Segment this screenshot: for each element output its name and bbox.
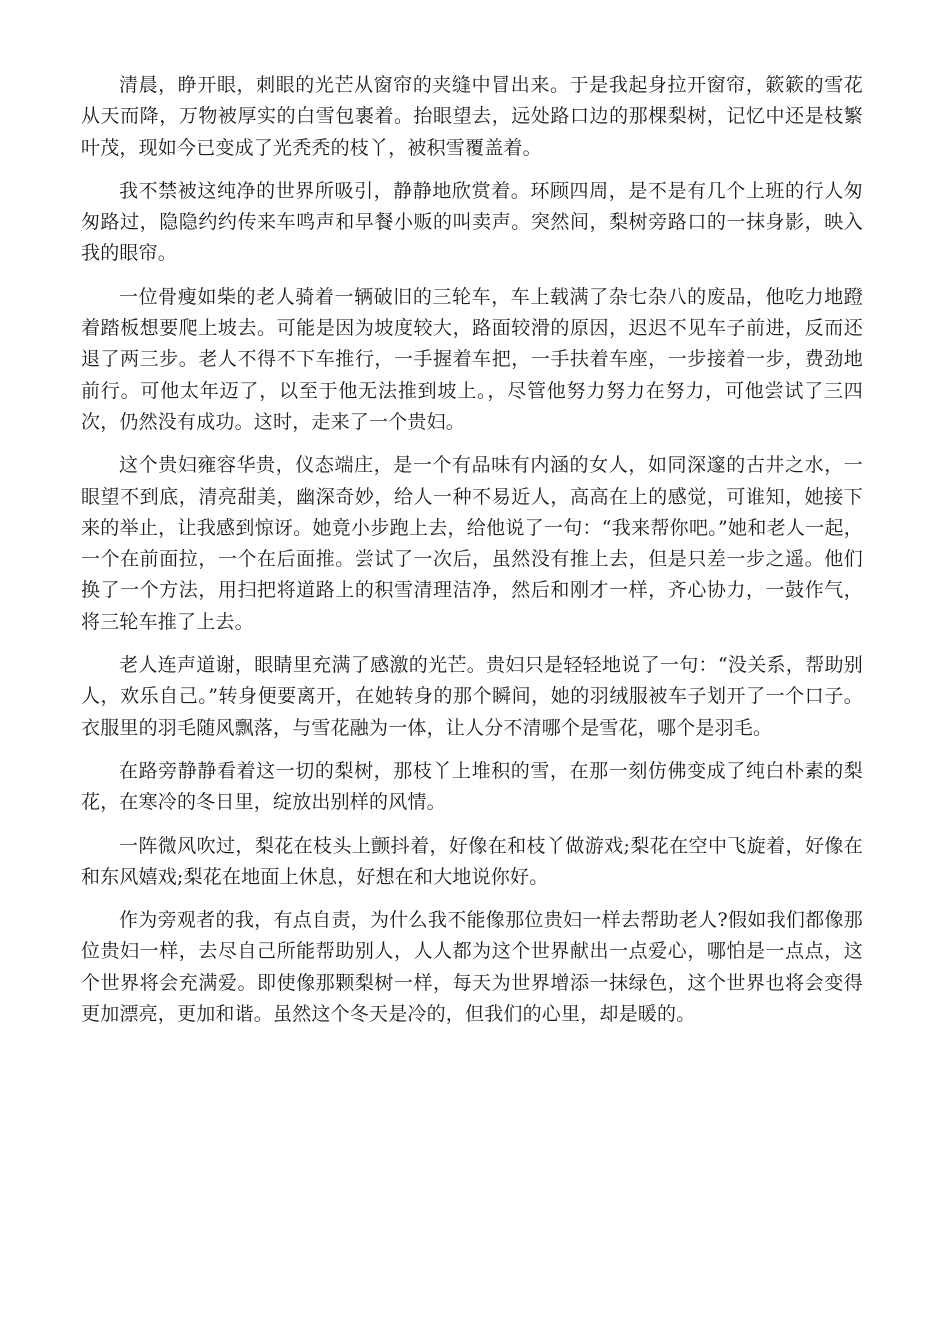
paragraph: 在路旁静静看着这一切的梨树，那枝丫上堆积的雪，在那一刻仿佛变成了纯白朴素的梨花，在寒冷的冬日里，绽放出别样的风情。 <box>81 759 863 814</box>
document-body <box>81 70 863 1042</box>
paragraph: 我不禁被这纯净的世界所吸引，静静地欣赏着。环顾四周，是不是有几个上班的行人匆匆路过，隐隐约约传来车鸣声和早餐小贩的叫卖声。突然间，梨树旁路口的一抹身影，映入我的眼帘。 <box>81 179 863 265</box>
paragraph: 清晨，睁开眼，刺眼的光芒从窗帘的夹缝中冒出来。于是我起身拉开窗帘，簌簌的雪花从天而降，万物被厚实的白雪包裹着。抬眼望去，远处路口边的那棵梨树，记忆中还是枝繁叶茂，现如今已变成了光秃秃的枝丫，被积雪覆盖着。 <box>81 74 863 159</box>
paragraph: 一位骨瘦如柴的老人骑着一辆破旧的三轮车，车上载满了杂七杂八的废品，他吃力地蹬着踏板想要爬上坡去。可能是因为坡度较大，路面较滑的原因，迟迟不见车子前进，反而还退了两三步。老人不得不下车推行，一手握着车把，一手扶着车座，一步接着一步，费劲地前行。可他太年迈了，以至于他无法推到坡上。，尽管他努力努力在努力，可他尝试了三四次，仍然没有成功。这时，走来了一个贵妇。 <box>81 285 863 433</box>
paragraph: 这个贵妇雍容华贵，仪态端庄，是一个有品味有内涵的女人，如同深邃的古井之水，一眼望不到底，清亮甜美，幽深奇妙，给人一种不易近人，高高在上的感觉，可谁知，她接下来的举止，让我感到惊讶。她竟小步跑上去，给他说了一句：“我来帮你吧。”她和老人一起，一个在前面拉，一个在后面推。尝试了一次后，虽然没有推上去，但是只差一步之遥。他们换了一个方法，用扫把将道路上的积雪清理洁净，然后和刚才一样，齐心协力，一鼓作气，将三轮车推了上去。 <box>81 454 863 633</box>
paragraph: 一阵微风吹过，梨花在枝头上颤抖着，好像在和枝丫做游戏;梨花在空中飞旋着，好像在和东风嬉戏;梨花在地面上休息，好想在和大地说你好。 <box>81 834 863 888</box>
paragraph: 作为旁观者的我，有点自责，为什么我不能像那位贵妇一样去帮助老人?假如我们都像那位贵妇一样，去尽自己所能帮助别人，人人都为这个世界献出一点爱心，哪怕是一点点，这个世界将会充满爱。即使像那颗梨树一样，每天为世界增添一抹绿色，这个世界也将会变得更加漂亮，更加和谐。虽然这个冬天是冷的，但我们的心里，却是暖的。 <box>81 909 863 1026</box>
paragraph: 老人连声道谢，眼睛里充满了感激的光芒。贵妇只是轻轻地说了一句：“没关系，帮助别人，欢乐自己。”转身便要离开，在她转身的那个瞬间，她的羽绒服被车子划开了一个口子。衣服里的羽毛随风飘落，与雪花融为一体，让人分不清哪个是雪花，哪个是羽毛。 <box>81 654 863 739</box>
